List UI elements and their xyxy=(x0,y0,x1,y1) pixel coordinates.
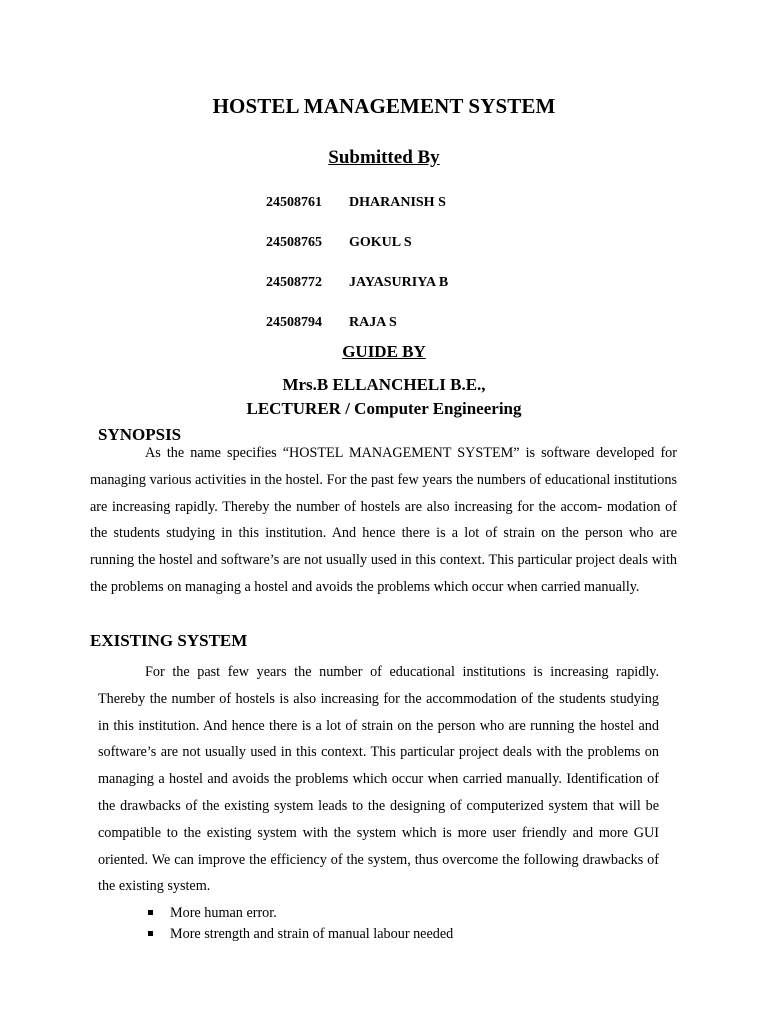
synopsis-heading: SYNOPSIS xyxy=(98,425,182,444)
member-name: RAJA S xyxy=(349,315,397,330)
member-id: 24508765 xyxy=(266,235,322,250)
bullet-square-icon xyxy=(148,931,153,936)
list-item xyxy=(148,924,453,945)
drawback-text: More human error. xyxy=(170,905,277,921)
member-name: GOKUL S xyxy=(349,235,412,250)
guide-heading: GUIDE BY xyxy=(342,342,426,361)
document-title: HOSTEL MANAGEMENT SYSTEM xyxy=(212,94,556,118)
drawbacks-list xyxy=(148,903,453,945)
member-id: 24508794 xyxy=(266,315,322,330)
member-name: DHARANISH S xyxy=(349,195,446,210)
bullet-square-icon xyxy=(148,910,153,915)
list-item xyxy=(148,903,453,924)
member-id: 24508761 xyxy=(266,195,322,210)
submitted-by-heading: Submitted By xyxy=(328,147,440,168)
member-name: JAYASURIYA B xyxy=(349,275,449,290)
guide-name: Mrs.B ELLANCHELI B.E., xyxy=(282,375,486,394)
existing-system-paragraph: For the past few years the number of educational institutions is increasing rapidly. Thereby the number of hostels is also increasing for the accommodation of the students studying in this institution. And hence there is a lot of strain on the person who are running the hostel and software’s are not usually used in this context. This particular project deals with the problems on managing a hostel and avoids the problems which occur when carried manually. Identification of the drawbacks of the existing system leads to the designing of computerized system that will be compatible to the existing system with the system which is more user friendly and more GUI oriented. We can improve the efficiency of the system, thus overcome the following drawbacks of the existing system. xyxy=(98,664,659,895)
synopsis-paragraph: As the name specifies “HOSTEL MANAGEMENT SYSTEM” is software developed for managing various activities in the hostel. For the past few years the numbers of educational institutions are increasing rapidly. Thereby the number of hostels are also increasing for the accom- modation of the students studying in this institution. And hence there is a lot of strain on the person who are running the hostel and software’s are not usually used in this context. This particular project deals with the problems on managing a hostel and avoids the problems which occur when carried manually. xyxy=(90,445,677,595)
guide-role: LECTURER / Computer Engineering xyxy=(246,399,522,418)
member-id: 24508772 xyxy=(266,275,322,290)
existing-system-heading: EXISTING SYSTEM xyxy=(90,631,248,650)
drawback-text: More strength and strain of manual labour needed xyxy=(170,926,454,942)
